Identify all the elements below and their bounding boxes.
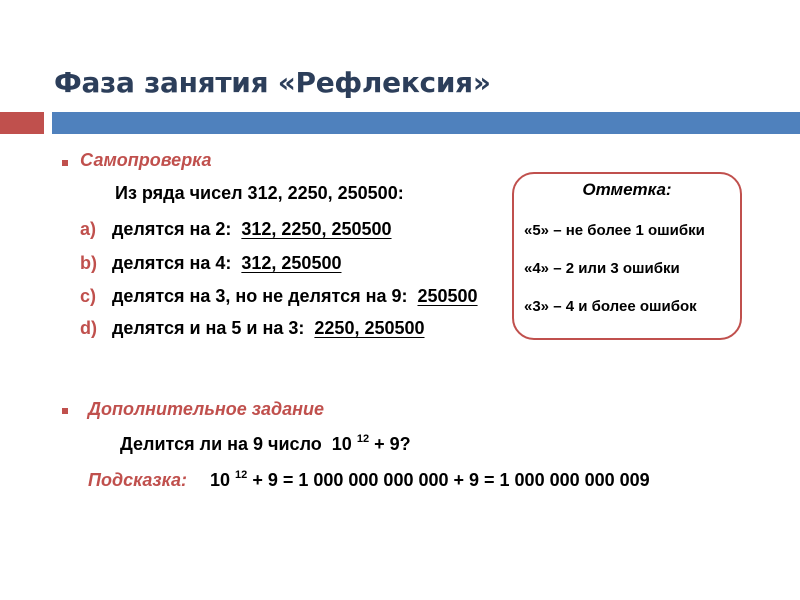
item-text: делятся на 4: [112,253,232,273]
self-check-heading: Самопроверка [80,150,212,170]
item-marker: d) [80,318,97,338]
bullet-extra-task [62,408,68,414]
grading-line-4: «4» – 2 или 3 ошибки [524,260,680,277]
hint-rest: + 9 = 1 000 000 000 000 + 9 = 1 000 000 000 009 [252,470,650,490]
grading-line-5: «5» – не более 1 ошибки [524,222,705,239]
item-answer: 250500 [417,286,478,306]
item-marker: b) [80,253,97,273]
question-suffix: + 9? [374,434,411,454]
grading-box [512,172,742,340]
item-text: делятся и на 5 и на 3: [112,318,305,338]
self-check-intro: Из ряда чисел 312, 2250, 250500: [115,183,404,203]
self-check-item-c [80,286,478,307]
item-marker: a) [80,219,97,239]
extra-task-heading: Дополнительное задание [88,399,325,419]
question-exponent: 12 [356,433,370,445]
hint-exponent: 12 [235,469,248,481]
hint-base: 10 [210,470,231,490]
extra-task-question [120,434,411,455]
slide-title: Фаза занятия «Рефлексия» [54,66,491,99]
hint-expression [210,470,650,491]
self-check-item-b [80,253,341,274]
item-answer: 312, 250500 [241,253,342,273]
title-accent-bar-blue [52,112,800,134]
grading-title: Отметка: [582,180,672,199]
question-base: 10 [331,434,352,454]
grading-line-3: «3» – 4 и более ошибок [524,298,697,315]
item-text: делятся на 2: [112,219,232,239]
item-marker: c) [80,286,97,306]
item-answer: 312, 2250, 250500 [241,219,392,239]
bullet-self-check [62,160,68,166]
self-check-item-d [80,318,425,339]
self-check-item-a [80,219,392,240]
title-accent-bar-red [0,112,44,134]
item-answer: 2250, 250500 [314,318,425,338]
hint-label: Подсказка: [88,470,187,490]
item-text: делятся на 3, но не делятся на 9: [112,286,408,306]
question-prefix: Делится ли на 9 число [120,434,322,454]
